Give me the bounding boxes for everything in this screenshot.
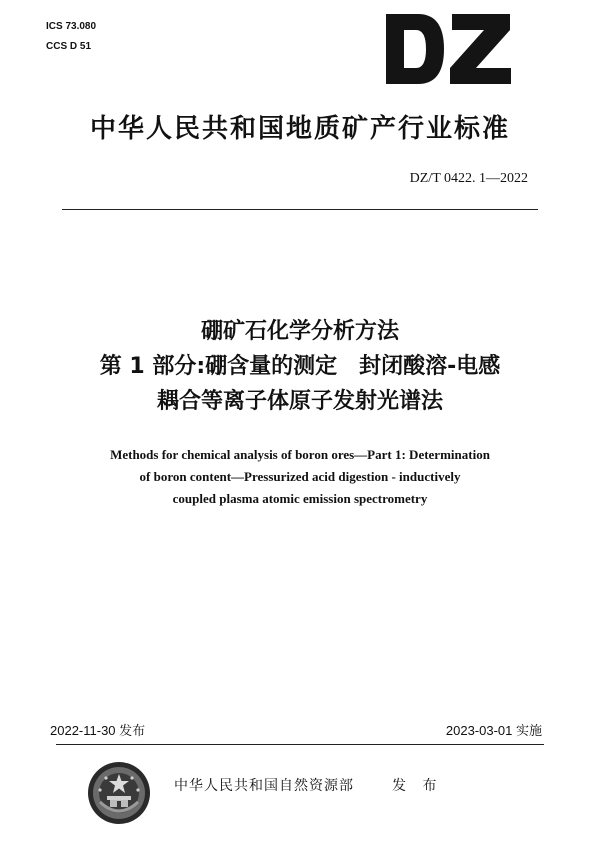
organization-title: 中华人民共和国地质矿产行业标准 (89, 114, 510, 144)
dz-logo-icon (384, 10, 514, 88)
implementation-date: 2023-03-01 实施 (445, 723, 542, 738)
national-emblem-icon (86, 760, 152, 826)
header-divider (62, 209, 538, 210)
issuing-authority: 中华人民共和国自然资源部 (174, 778, 354, 794)
issue-date: 2022-11-30 发布 (50, 723, 146, 738)
chinese-title-line-2: 第 1 部分:硼含量的测定 封闭酸溶-电感 (99, 354, 501, 379)
issue-label: 发 布 (392, 778, 443, 794)
english-title-line-1: Methods for chemical analysis of boron ores—Part 1: Determination (110, 447, 490, 462)
ics-code: ICS 73.080 (46, 21, 97, 32)
chinese-title-line-1: 硼矿石化学分析方法 (200, 319, 399, 344)
standard-number: DZ/T 0422. 1—2022 (409, 171, 528, 186)
english-title-line-3: coupled plasma atomic emission spectrometry (172, 491, 428, 506)
chinese-title-line-3: 耦合等离子体原子发射光谱法 (156, 389, 443, 414)
ccs-code: CCS D 51 (46, 41, 92, 52)
footer-divider (56, 744, 544, 745)
english-title-line-2: of boron content—Pressurized acid digestion - inductively (139, 469, 461, 484)
